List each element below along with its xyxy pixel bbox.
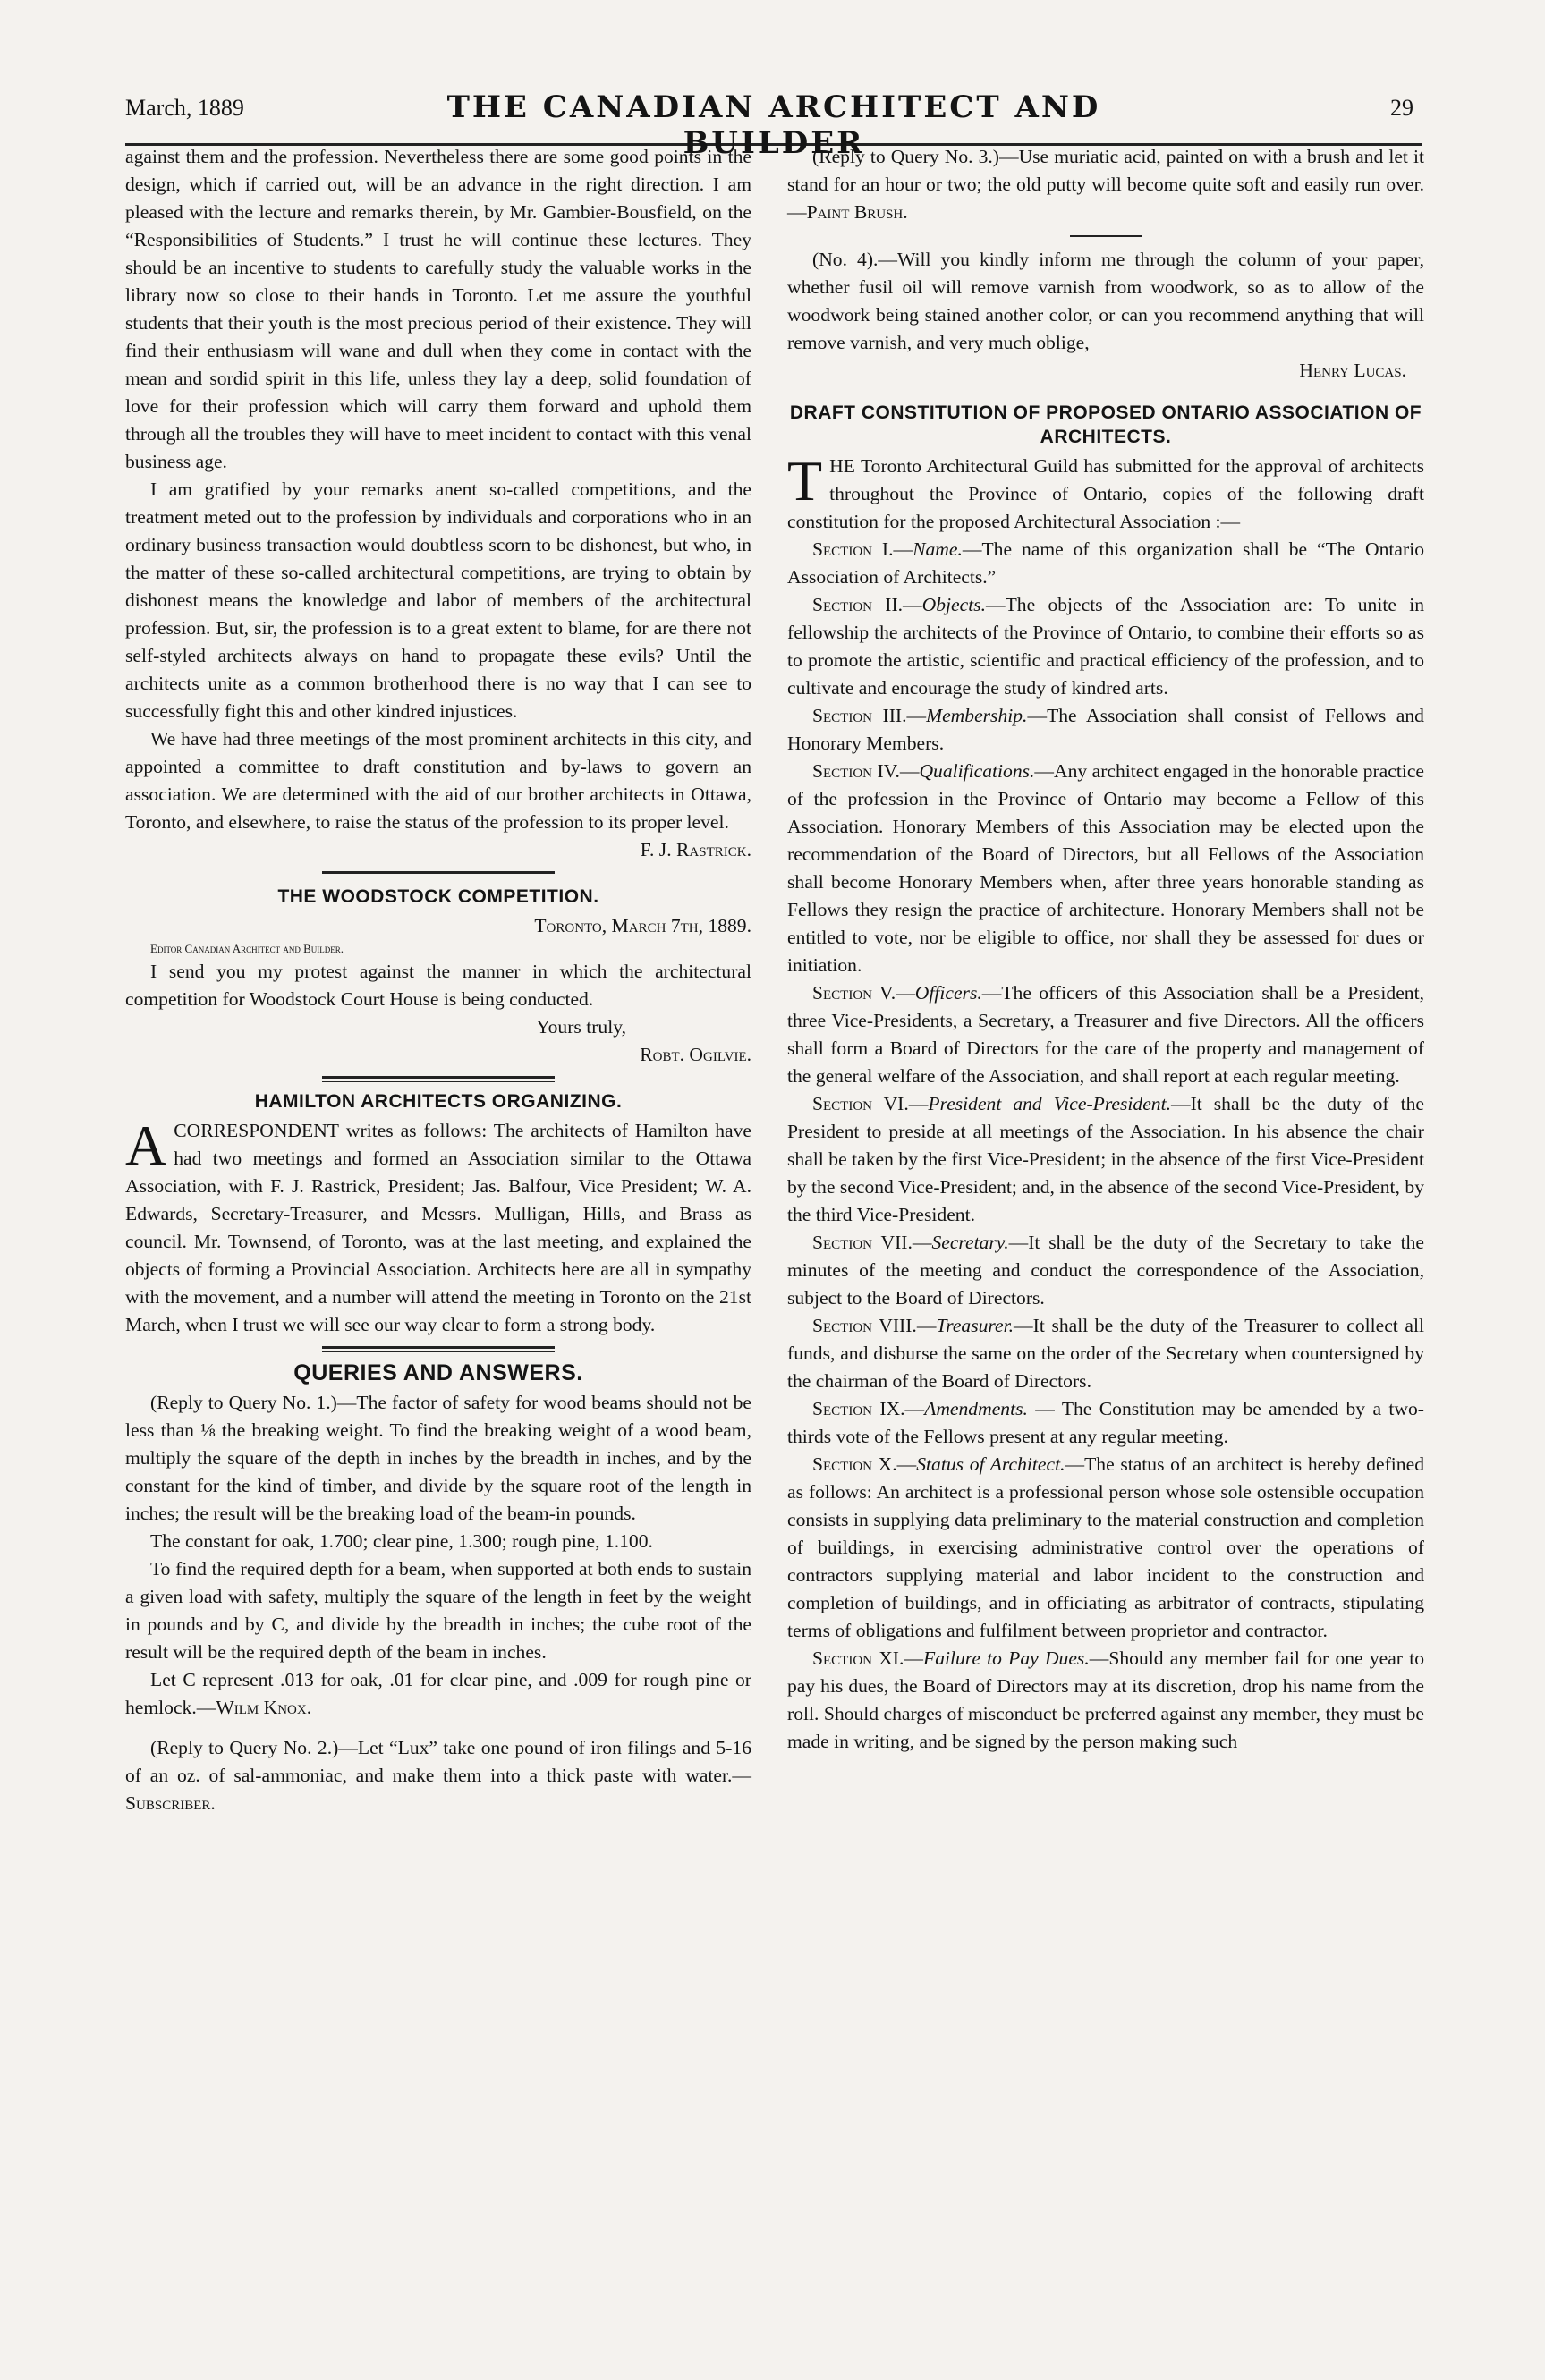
section-4: Section IV.—Qualifications.—Any architect engaged in the honorable practice of the profession in the Province of Ontario may become a Fellow of this Association. Honorary Members of this Association may be elected upon the recommendation of the Board of Directors, but all Fellows of the Association shall become Honorary Members when, after three years honorable standing as Fellows they resign the practice of architecture. Honorary Members shall not be entitled to vote, nor be eligible to office, nor shall they be assessed for dues or initiation.	[787, 760, 1424, 976]
section-1-title: Name.	[913, 538, 963, 560]
letter-paragraph: I am gratified by your remarks anent so-called competitions, and the treatment meted out to the profession by individuals and corporations who in an ordinary business transaction would doubtless scorn to be dishonest, but who, in the matter of these so-called architectural competitions, are trying to obtain by dishonest means the knowledge and labor of members of the architectural profession. But, sir, the profession is to a great extent to blame, for are there not self-styled architects always on hand to propagate these evils? Until the architects unite as a common brotherhood there is no way that I can see to successfully fight this and other kindred injustices.	[125, 479, 751, 722]
section-3: Section III.—Membership.—The Association shall consist of Fellows and Honorary Members.	[787, 705, 1424, 754]
section-2-label: Section II.	[812, 594, 904, 615]
section-10-body: —The status of an architect is hereby defined as follows: An architect is a professional person whose sole ostensible occupation consists in supplying data preliminary to the material construction and completion of buildings, in exercising administrative control over the operations of contractors supplying material and labor incident to the construction and completion of buildings, and in officiating as arbitrator of contracts, stipulating terms of obligations and fulfilment between proprietor and contractor.	[787, 1453, 1424, 1641]
section-11-label: Section XI.	[812, 1647, 904, 1669]
hamilton-lead-word: CORRESPONDENT	[174, 1120, 339, 1141]
query-reply-3-signature: Paint Brush.	[806, 201, 908, 223]
section-divider	[322, 1076, 555, 1082]
hamilton-body: writes as follows: The architects of Hamilton have had two meetings and formed an Association similar to the Ottawa Association, with F. J. Rastrick, President; Jas. Balfour, Vice President; W. A. Edwards, Secretary-Treasurer, and Messrs. Mulligan, Hills, and Brass as council. Mr. Townsend, of Toronto, was at the last meeting, and explained the objects of forming a Provincial Association. Architects here are all in sympathy with the movement, and a number will attend the meeting in Toronto on the 21st March, when I trust we will see our way clear to form a strong body.	[125, 1120, 751, 1335]
query-reply-1-c-text: Let C represent .013 for oak, .01 for clear pine, and .009 for rough pine or hemlock.—	[125, 1669, 751, 1718]
section-9-label: Section IX.	[812, 1398, 905, 1419]
woodstock-signature: Robt. Ogilvie.	[640, 1044, 751, 1065]
issue-date: March, 1889	[125, 95, 244, 121]
section-2-title: Objects.	[921, 594, 987, 615]
draft-dropcap: T	[787, 449, 823, 512]
query-4-signature: Henry Lucas.	[1299, 360, 1406, 381]
section-10: Section X.—Status of Architect.—The status of an architect is hereby defined as follows: An architect is a professional person whose sole ostensible occupation consists in supplying data preliminary to the material construction and completion of buildings, in exercising administrative control over the operations of contractors supplying material and labor incident to the construction and completion of buildings, and in officiating as arbitrator of contracts, stipulating terms of obligations and fulfilment between proprietor and contractor.	[787, 1453, 1424, 1641]
section-8: Section VIII.—Treasurer.—It shall be the duty of the Treasurer to collect all funds, and disburse the same on the order of the Secretary when countersigned by the chairman of the Board of Directors.	[787, 1315, 1424, 1392]
section-6-title: President and Vice-President.	[928, 1093, 1171, 1114]
woodstock-body: I send you my protest against the manner in which the architectural competition for Woodstock Court House is being conducted.	[125, 961, 751, 1010]
section-8-body: —It shall be the duty of the Treasurer to collect all funds, and disburse the same on the order of the Secretary when countersigned by the chairman of the Board of Directors.	[787, 1315, 1424, 1392]
section-4-label: Section IV.	[812, 760, 900, 782]
woodstock-editor-line: Editor Canadian Architect and Builder.	[150, 942, 344, 955]
woodstock-heading: THE WOODSTOCK COMPETITION.	[277, 886, 599, 907]
query-reply-3	[787, 143, 1424, 226]
section-divider	[322, 1346, 555, 1352]
section-6: Section VI.—President and Vice-President.—It shall be the duty of the President to preside at all meetings of the Association. In his absence the chair shall be taken by the first Vice-President; in the absence of the first Vice-President by the second Vice-President; and, in the absence of the second Vice-President, by the third Vice-President.	[787, 1093, 1424, 1225]
query-reply-2-signature: Subscriber.	[125, 1792, 216, 1814]
draft-intro-text: HE Toronto Architectural Guild has submitted for the approval of architects throughout the Province of Ontario, copies of the following draft constitution for the proposed Architectural Association :—	[787, 455, 1424, 532]
section-divider	[322, 871, 555, 877]
section-7-label: Section VII.	[812, 1232, 913, 1253]
section-8-title: Treasurer.	[936, 1315, 1014, 1336]
page-header	[125, 86, 1422, 161]
letter-signature: F. J. Rastrick.	[640, 839, 751, 860]
section-7-title: Secretary.	[931, 1232, 1009, 1253]
section-2: Section II.—Objects.—The objects of the Association are: To unite in fellowship the architects of the Province of Ontario, to combine their efforts so as to promote the artistic, scientific and practical efficiency of the profession, and to cultivate and encourage the study of kindred arts.	[787, 594, 1424, 699]
section-7: Section VII.—Secretary.—It shall be the duty of the Secretary to take the minutes of the meeting and conduct the correspondence of the Association, subject to the Board of Directors.	[787, 1232, 1424, 1309]
right-column	[787, 143, 1424, 1756]
section-4-body: —Any architect engaged in the honorable practice of the profession in the Province of Ontario may become a Fellow of this Association. Honorary Members of this Association may be elected upon the recommendation of the Board of Directors, but all Fellows of the Association shall become Honorary Members when, after three years honorable standing as Fellows they resign the practice of architecture. Honorary Members shall not be entitled to vote, nor be eligible to office, nor shall they be assessed for dues or initiation.	[787, 760, 1424, 976]
query-reply-1: (Reply to Query No. 1.)—The factor of safety for wood beams should not be less than ⅛ the breaking weight. To find the breaking weight of a wood beam, multiply the square of the depth in inches by the breadth in inches, and by the constant for the kind of timber, and divide by the square root of the length in inches; the result will be the breaking load of the beam-in pounds.	[125, 1392, 751, 1524]
section-2-body: —The objects of the Association are: To unite in fellowship the architects of the Province of Ontario, to combine their efforts so as to promote the artistic, scientific and practical efficiency of the profession, and to cultivate and encourage the study of kindred arts.	[787, 594, 1424, 699]
section-3-label: Section III.	[812, 705, 907, 726]
section-6-body: —It shall be the duty of the President to preside at all meetings of the Association. In his absence the chair shall be taken by the first Vice-President; in the absence of the first Vice-President by the second Vice-President; and, in the absence of the second Vice-President, by the third Vice-President.	[787, 1093, 1424, 1225]
section-8-label: Section VIII.	[812, 1315, 917, 1336]
section-1-body: —The name of this organization shall be “The Ontario Association of Architects.”	[787, 538, 1424, 588]
section-3-body: —The Association shall consist of Fellows and Honorary Members.	[787, 705, 1424, 754]
section-4-title: Qualifications.	[919, 760, 1035, 782]
draft-constitution-heading: DRAFT CONSTITUTION OF PROPOSED ONTARIO ASSOCIATION OF ARCHITECTS.	[789, 402, 1422, 447]
woodstock-dateline: Toronto, March 7th, 1889.	[534, 915, 751, 936]
query-reply-1-c-values	[125, 1666, 751, 1722]
section-11: Section XI.—Failure to Pay Dues.—Should any member fail for one year to pay his dues, the Board of Directors may at its discretion, drop his name from the roll. Should charges of misconduct be preferred against any member, they must be made in writing, and be signed by the person making such	[787, 1647, 1425, 1752]
section-6-label: Section VI.	[812, 1093, 909, 1114]
query-reply-2	[125, 1734, 751, 1817]
letter-paragraph: We have had three meetings of the most prominent architects in this city, and appointed a committee to draft constitution and by-laws to govern an association. We are determined with the aid of our brother architects in Ottawa, Toronto, and elsewhere, to raise the status of the profession to its proper level.	[125, 728, 751, 833]
section-9-title: Amendments.	[924, 1398, 1028, 1419]
section-9-body: — The Constitution may be amended by a two-thirds vote of the Fellows present at any regular meeting.	[787, 1398, 1424, 1447]
section-5-title: Officers.	[914, 982, 982, 1004]
section-11-body: —Should any member fail for one year to pay his dues, the Board of Directors may at its discretion, drop his name from the roll. Should charges of misconduct be preferred against any member, they must be made in writing, and be signed by the person making such	[787, 1647, 1425, 1752]
section-9: Section IX.—Amendments. — The Constitution may be amended by a two-thirds vote of the Fellows present at any regular meeting.	[787, 1398, 1424, 1447]
query-reply-1-depth: To find the required depth for a beam, when supported at both ends to sustain a given load with safety, multiply the square of the length in feet by the weight in pounds and by C, and divide by the breadth in inches; the cube root of the result will be the required depth of the beam in inches.	[125, 1558, 751, 1663]
section-5-body: —The officers of this Association shall be a President, three Vice-Presidents, a Secretary, a Treasurer and five Directors. All the officers shall form a Board of Directors for the care of the property and management of the general welfare of the Association, and shall report at each regular meeting.	[787, 982, 1424, 1087]
section-3-title: Membership.	[926, 705, 1028, 726]
hamilton-dropcap: A	[125, 1114, 167, 1177]
page-number: 29	[1390, 95, 1413, 121]
section-7-body: —It shall be the duty of the Secretary to take the minutes of the meeting and conduct the correspondence of the Association, subject to the Board of Directors.	[787, 1232, 1424, 1309]
section-11-title: Failure to Pay Dues.	[923, 1647, 1090, 1669]
section-1-label: Section I.	[812, 538, 894, 560]
query-reply-1-signature: Wilm Knox.	[216, 1697, 312, 1718]
section-10-label: Section X.	[812, 1453, 897, 1475]
query-reply-3-text: (Reply to Query No. 3.)—Use muriatic acid, painted on with a brush and let it stand for an hour or two; the old putty will become quite soft and easily run over.—	[787, 146, 1424, 223]
section-10-title: Status of Architect.	[916, 1453, 1065, 1475]
query-4: (No. 4).—Will you kindly inform me through the column of your paper, whether fusil oil will remove varnish from woodwork, so as to allow of the woodwork being stained another color, or can you recommend anything that will remove varnish, and very much oblige,	[787, 249, 1424, 353]
woodstock-closing: Yours truly,	[536, 1016, 626, 1038]
section-5-label: Section V.	[812, 982, 896, 1004]
hamilton-body-paragraph	[125, 1114, 751, 1339]
section-5: Section V.—Officers.—The officers of this Association shall be a President, three Vice-Presidents, a Secretary, a Treasurer and five Directors. All the officers shall form a Board of Directors for the care of the property and management of the general welfare of the Association, and shall report at each regular meeting.	[787, 982, 1424, 1087]
left-column	[125, 143, 751, 1817]
section-1: Section I.—Name.—The name of this organization shall be “The Ontario Association of Architects.”	[787, 538, 1424, 588]
query-reply-2-text: (Reply to Query No. 2.)—Let “Lux” take one pound of iron filings and 5-16 of an oz. of sal-ammoniac, and make them into a thick paste with water.—	[125, 1737, 751, 1786]
draft-intro	[787, 449, 1424, 536]
short-divider	[1070, 235, 1142, 237]
publication-title: THE CANADIAN ARCHITECT AND BUILDER	[446, 89, 1101, 161]
queries-heading: QUERIES AND ANSWERS.	[293, 1360, 583, 1385]
hamilton-heading: HAMILTON ARCHITECTS ORGANIZING.	[254, 1091, 623, 1112]
spacer	[125, 1722, 751, 1734]
query-reply-1-constants: The constant for oak, 1.700; clear pine, 1.300; rough pine, 1.100.	[150, 1530, 653, 1552]
letter-paragraph: against them and the profession. Nevertheless there are some good points in the design, which if carried out, will be an advance in the right direction. I am pleased with the lecture and remarks therein, by Mr. Gambier-Bousfield, on the “Responsibilities of Students.” I trust he will continue these lectures. They should be an incentive to students to carefully study the valuable works in the library now so close to their hands in Toronto. Let me assure the youthful students that their youth is the most precious period of their existence. They will find their enthusiasm will wane and dull when they come in contact with the mean and sordid spirit in this life, unless they lay a deep, solid foundation of love for their profession which will carry them forward and uphold them through all the troubles they will have to meet incident to contact with this venal business age.	[125, 146, 751, 472]
